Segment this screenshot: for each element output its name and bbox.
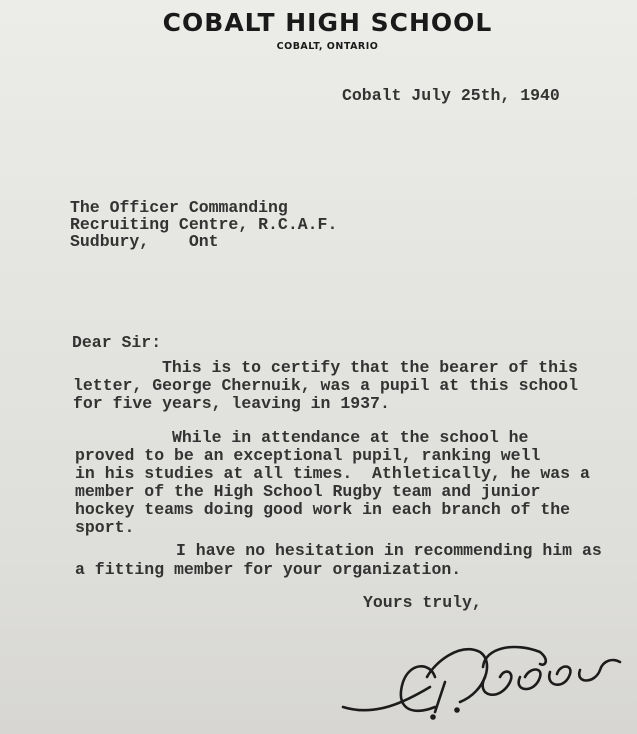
letter-date: Cobalt July 25th, 1940: [342, 86, 560, 105]
letterhead-school-name: COBALT HIGH SCHOOL: [162, 8, 493, 37]
paragraph-line: sport.: [75, 518, 135, 537]
paragraph-line: While in attendance at the school he: [172, 428, 529, 447]
paragraph-line: I have no hesitation in recommending him as: [176, 541, 602, 560]
salutation: Dear Sir:: [72, 333, 162, 352]
paragraph-line: This is to certify that the bearer of this: [162, 358, 578, 377]
letterhead-location: COBALT, ONTARIO: [276, 41, 379, 52]
paragraph-line: in his studies at all times. Athletically, he was a: [75, 464, 590, 483]
paragraph-line: hockey teams doing good work in each branch of the: [75, 500, 571, 519]
recipient-line: Sudbury, Ont: [70, 232, 219, 251]
signature: [335, 622, 635, 732]
recipient-line: The Officer Commanding: [70, 198, 288, 217]
paragraph-line: member of the High School Rugby team and junior: [75, 482, 541, 501]
paragraph-line: for five years, leaving in 1937.: [73, 394, 390, 413]
paragraph-line: a fitting member for your organization.: [75, 560, 462, 579]
paragraph-line: letter, George Chernuik, was a pupil at this school: [73, 376, 578, 395]
paragraph-line: proved to be an exceptional pupil, ranking well: [75, 446, 541, 465]
closing: Yours truly,: [363, 593, 482, 612]
recipient-line: Recruiting Centre, R.C.A.F.: [70, 215, 338, 234]
